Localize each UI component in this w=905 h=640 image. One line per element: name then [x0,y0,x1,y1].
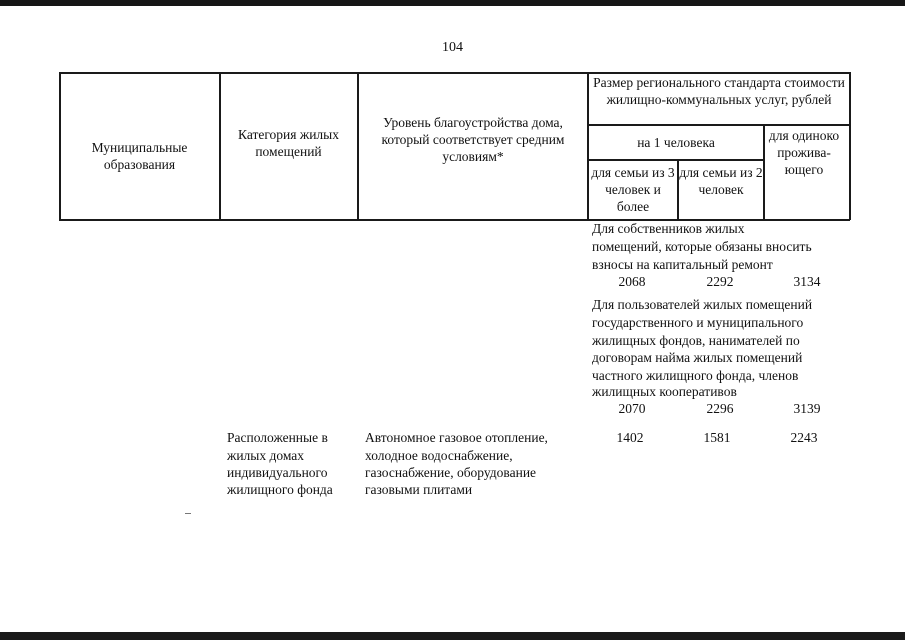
scan-bottom-border [0,632,905,640]
section-owners-title-line: взносы на капитальный ремонт [592,257,773,272]
section-users-title-line: Для пользователей жилых помещений [592,297,813,312]
header-standard-size: Размер регионального стандарта стоимости жилищно-коммунальных услуг, рублей [593,75,845,107]
row-category-line: жилищного фонда [227,482,333,497]
owners-value-family2: 2292 [706,274,734,289]
page-number: 104 [442,40,463,55]
section-users-title-line: государственного и муниципального [592,315,804,330]
owners-value-family3: 2068 [618,274,646,289]
row-category-line: жилых домах [227,448,305,463]
row-amenities-line: газоснабжение, оборудование [365,465,537,480]
row-amenities-line: холодное водоснабжение, [365,448,513,463]
users-value-family2: 2296 [706,401,734,416]
row-value-single: 2243 [790,430,818,445]
header-per-person: на 1 человека [637,135,715,150]
section-users-title-line: жилищных кооперативов [592,384,737,399]
row-value-family3: 1402 [616,430,644,445]
section-users-title-line: частного жилищного фонда, членов [592,368,799,383]
users-value-single: 3139 [793,401,821,416]
owners-value-single: 3134 [793,274,821,289]
row-category-line: индивидуального [227,465,328,480]
users-value-family3: 2070 [618,401,646,416]
header-municipalities: Муниципальные образования [91,140,188,172]
header-single: для одиноко прожива-ющего [768,128,840,177]
row-value-family2: 1581 [703,430,731,445]
scan-speck [185,513,191,514]
section-users-title-line: договорам найма жилых помещений [592,350,803,365]
header-amenities-level: Уровень благоустройства дома, который соответствует средним условиям* [381,115,565,164]
header-family-3: для семьи из 3 человек и более [591,165,675,214]
section-owners-title-line: помещений, которые обязаны вносить [592,239,812,254]
section-owners-title-line: Для собственников жилых [592,221,745,236]
row-category-line: Расположенные в [227,430,328,445]
header-family-2: для семьи из 2 человек [679,165,763,197]
section-users-title-line: жилищных фондов, нанимателей по [592,333,800,348]
row-amenities-line: Автономное газовое отопление, [365,430,548,445]
header-category: Категория жилых помещений [238,127,339,159]
scan-top-border [0,0,905,6]
row-amenities-line: газовыми плитами [365,482,473,497]
